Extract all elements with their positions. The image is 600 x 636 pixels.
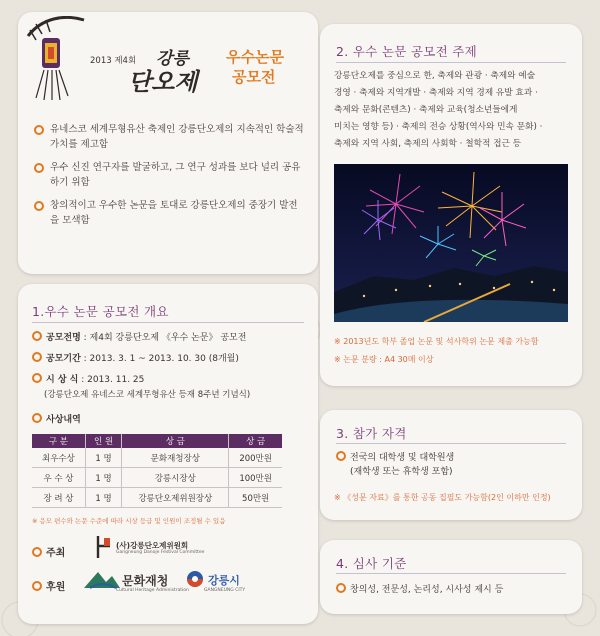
theme-card bbox=[320, 24, 582, 386]
criteria-text: 창의성, 전문성, 논리성, 시사성 제시 등 bbox=[336, 582, 503, 595]
bullet-ring-icon bbox=[32, 373, 42, 383]
criteria-card bbox=[320, 540, 582, 614]
sponsor1-name-en: Cultural Heritage Administration bbox=[116, 588, 189, 593]
bullet-ring-icon bbox=[34, 163, 44, 173]
header-card bbox=[18, 12, 318, 274]
table-note: ※ 응모 편수와 논문 수준에 따라 시상 등급 및 인원이 조정될 수 있음 bbox=[32, 517, 226, 525]
bullet-ring-icon bbox=[34, 201, 44, 211]
eligibility-card bbox=[320, 410, 582, 520]
overview-item-name: 공모전명 : 제4회 강릉단오제 《우수 논문》 공모전 bbox=[32, 330, 246, 343]
bullet-ring-icon bbox=[336, 451, 346, 461]
lantern-illustration bbox=[24, 16, 88, 100]
divider bbox=[336, 443, 566, 444]
table-cell: 1 명 bbox=[85, 468, 121, 488]
sponsor-label: 후원 bbox=[32, 578, 65, 593]
table-cell: 우 수 상 bbox=[32, 468, 85, 488]
organizer-name: (사)강릉단오제위원회 bbox=[116, 541, 189, 550]
table-cell: 강릉시장상 bbox=[122, 468, 229, 488]
sponsor2-name-en: GANGNEUNG CITY bbox=[204, 588, 246, 593]
theme-title: 2. 우수 논문 공모전 주제 bbox=[336, 44, 477, 59]
festival-name-top: 강릉 bbox=[156, 49, 189, 69]
purpose-list bbox=[34, 122, 304, 236]
edition-label: 2013 제4회 bbox=[90, 56, 137, 66]
table-cell: 50만원 bbox=[229, 488, 282, 508]
contest-title-line1: 우수논문 bbox=[226, 48, 284, 66]
table-cell: 강릉단오제위원장상 bbox=[122, 488, 229, 508]
table-cell: 최우수상 bbox=[32, 448, 85, 468]
divider bbox=[336, 62, 566, 63]
eligibility-text: 전국의 대학생 및 대학원생 (재학생 또는 휴학생 포함) bbox=[336, 450, 454, 479]
festival-name-main: 단오제 bbox=[128, 67, 198, 96]
table-cell: 100만원 bbox=[229, 468, 282, 488]
table-cell: 200만원 bbox=[229, 448, 282, 468]
divider bbox=[336, 573, 566, 574]
bullet-ring-icon bbox=[32, 581, 42, 591]
fireworks-photo bbox=[334, 164, 568, 322]
overview-item-ceremony: 시 상 식 : 2013. 11. 25 bbox=[32, 372, 144, 385]
bullet-ring-icon bbox=[32, 413, 42, 423]
table-header: 상 금 bbox=[122, 434, 229, 448]
purpose-item: 창의적이고 우수한 논문을 토대로 강릉단오제의 중장기 발전을 모색함 bbox=[34, 198, 304, 228]
table-cell: 1 명 bbox=[85, 488, 121, 508]
organizer-label: 주최 bbox=[32, 544, 65, 559]
criteria-title: 4. 심사 기준 bbox=[336, 556, 407, 571]
table-cell: 문화재청장상 bbox=[122, 448, 229, 468]
purpose-item: 우수 신진 연구자를 발굴하고, 그 연구 성과를 보다 널리 공유하기 위함 bbox=[34, 160, 304, 190]
table-header: 구 분 bbox=[32, 434, 85, 448]
prize-label: 사상내역 bbox=[32, 412, 81, 425]
bullet-ring-icon bbox=[34, 125, 44, 135]
overview-title: 1.우수 논문 공모전 개요 bbox=[32, 304, 169, 319]
theme-note-1: ※ 2013년도 학부 졸업 논문 및 석사학위 논문 제출 가능함 bbox=[334, 337, 539, 346]
table-header-row bbox=[32, 434, 282, 448]
table-header: 상 금 bbox=[229, 434, 282, 448]
organizer-logo-icon bbox=[92, 534, 116, 562]
ceremony-subtext: (강릉단오제 유네스코 세계무형유산 등재 8주년 기념식) bbox=[44, 390, 251, 400]
overview-item-period: 공모기간 : 2013. 3. 1 ~ 2013. 10. 30 (8개월) bbox=[32, 351, 239, 364]
table-row bbox=[32, 488, 282, 508]
table-cell: 1 명 bbox=[85, 448, 121, 468]
bullet-ring-icon bbox=[32, 331, 42, 341]
contest-title-line2: 공모전 bbox=[232, 68, 276, 86]
eligibility-title: 3. 참가 자격 bbox=[336, 426, 407, 441]
sponsor2-name: 강릉시 bbox=[208, 574, 240, 587]
sponsor1-name: 문화재청 bbox=[122, 574, 169, 588]
organizer-name-en: Gangneung Danoje Festival Committee bbox=[116, 550, 205, 555]
prize-table bbox=[32, 434, 282, 508]
bullet-ring-icon bbox=[32, 547, 42, 557]
table-cell: 장 려 상 bbox=[32, 488, 85, 508]
divider bbox=[32, 322, 304, 323]
bullet-ring-icon bbox=[32, 352, 42, 362]
theme-text: 강릉단오제를 중심으로 한, 축제와 관광 · 축제와 예술 경영 · 축제와 지역개발 · 축제와 지역 경제 유발 효과 · 축제와 문화(콘텐츠) · 축제와 교육(청소년들에게 미치는 영향 등) · 축제의 전승 상황(역사와 민속 문화) · 축제와 지역 사회, 축제의 사회학 · 철학적 접근 등 bbox=[334, 71, 543, 149]
purpose-item: 유네스코 세계무형유산 축제인 강릉단오제의 지속적인 학술적 가치를 제고함 bbox=[34, 122, 304, 152]
table-row bbox=[32, 468, 282, 488]
bullet-ring-icon bbox=[336, 583, 346, 593]
overview-card bbox=[18, 284, 318, 624]
table-row bbox=[32, 448, 282, 468]
gangneung-city-logo-icon bbox=[186, 570, 204, 588]
eligibility-note: ※ 《성문 자료》를 통한 공동 집필도 가능함(2인 이하만 인정) bbox=[334, 493, 551, 502]
table-header: 인 원 bbox=[85, 434, 121, 448]
theme-note-2: ※ 논문 분량 : A4 30매 이상 bbox=[334, 355, 434, 364]
